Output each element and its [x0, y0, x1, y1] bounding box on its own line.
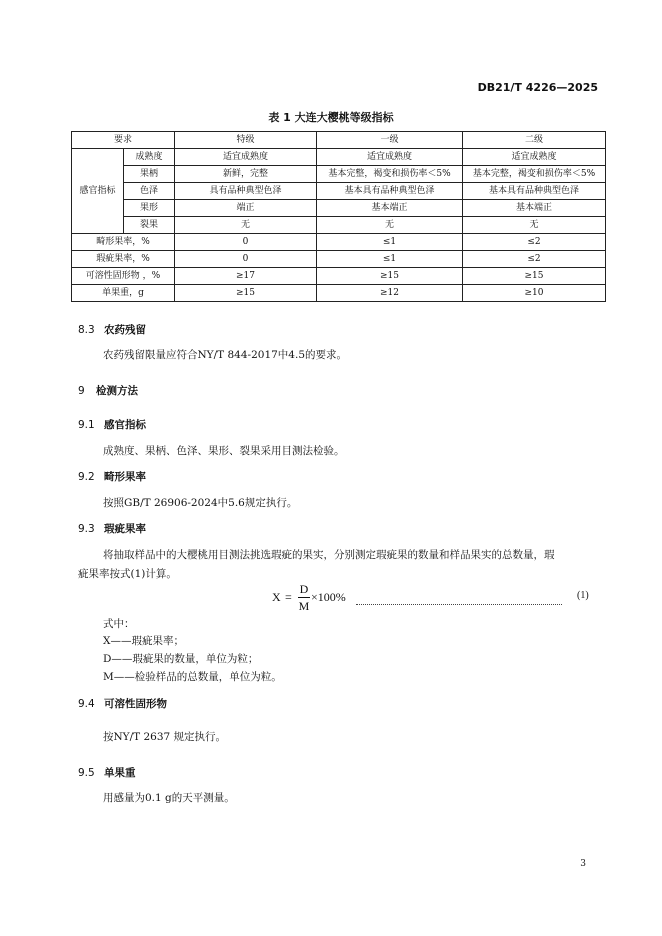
- paragraph: 用感量为0.1 g的天平测量。: [103, 792, 235, 804]
- formula-multiplier: ×100%: [311, 590, 346, 604]
- section-heading-9-2: [78, 469, 146, 484]
- table-cell: ≥15: [463, 268, 606, 285]
- table-cell: ≥12: [317, 285, 463, 302]
- section-title: 检测方法: [96, 385, 138, 397]
- row-label-cell: 成熟度: [124, 149, 175, 166]
- table-cell: ≥10: [463, 285, 606, 302]
- section-number: 8.3: [78, 324, 95, 336]
- formula-numerator: D: [299, 582, 309, 596]
- section-title: 畸形果率: [104, 471, 146, 483]
- table-cell: 基本端正: [317, 200, 463, 217]
- table-row: [72, 251, 606, 268]
- fraction-bar: [298, 597, 310, 598]
- section-number: 9.1: [78, 419, 95, 431]
- table-cell: 适宜成熟度: [317, 149, 463, 166]
- section-number: 9.5: [78, 767, 95, 779]
- section-number: 9.4: [78, 698, 95, 710]
- table-cell: 基本端正: [463, 200, 606, 217]
- paragraph-line: 将抽取样品中的大樱桃用目测法挑选瑕疵的果实，分别测定瑕疵果的数量和样品果实的总数量，瑕: [103, 549, 555, 561]
- row-label-cell: 色泽: [124, 183, 175, 200]
- table-cell: ≥15: [175, 285, 317, 302]
- formula-fraction: [298, 582, 310, 613]
- table-cell: 基本完整，褐变和损伤率＜5%: [463, 166, 606, 183]
- header-cell: 二级: [463, 132, 606, 149]
- row-label-cell: 果柄: [124, 166, 175, 183]
- header-cell: 一级: [317, 132, 463, 149]
- row-label-cell: 果形: [124, 200, 175, 217]
- table-cell: ≤2: [463, 234, 606, 251]
- section-heading-9-5: [78, 765, 136, 780]
- section-title: 单果重: [104, 767, 136, 779]
- table-header-row: [72, 132, 606, 149]
- table-cell: 具有品种典型色泽: [175, 183, 317, 200]
- table-row: [72, 217, 606, 234]
- table-row: [72, 200, 606, 217]
- row-label-cell: 瑕疵果率，%: [72, 251, 175, 268]
- row-label-cell: 畸形果率，%: [72, 234, 175, 251]
- table-cell: ≤1: [317, 251, 463, 268]
- equation-number: (1): [577, 590, 589, 601]
- table-cell: 适宜成熟度: [175, 149, 317, 166]
- section-title: 可溶性固形物: [104, 698, 167, 710]
- table-cell: 基本完整，褐变和损伤率＜5%: [317, 166, 463, 183]
- row-label-cell: 裂果: [124, 217, 175, 234]
- where-item: D——瑕疵果的数量，单位为粒；: [103, 653, 259, 665]
- header-cell: 要求: [72, 132, 175, 149]
- paragraph: 按NY/T 2637 规定执行。: [103, 731, 227, 743]
- document-code: DB21/T 4226—2025: [477, 81, 598, 94]
- section-heading-9-1: [78, 417, 146, 432]
- table-title: 表 1 大连大樱桃等级指标: [268, 111, 394, 124]
- table-row: [72, 149, 606, 166]
- table-cell: 无: [463, 217, 606, 234]
- table-cell: 新鲜，完整: [175, 166, 317, 183]
- table-cell: 无: [175, 217, 317, 234]
- where-item: M——检验样品的总数量，单位为粒。: [103, 671, 282, 683]
- table-cell: 适宜成熟度: [463, 149, 606, 166]
- section-number: 9.3: [78, 523, 95, 535]
- where-label: 式中：: [103, 618, 135, 630]
- table-row: [72, 166, 606, 183]
- table-cell: 基本具有品种典型色泽: [463, 183, 606, 200]
- section-number: 9.2: [78, 471, 95, 483]
- formula-equals: =: [285, 590, 292, 604]
- formula-1: [272, 582, 592, 614]
- paragraph-line: 疵果率按式(1)计算。: [78, 568, 177, 580]
- table-row: [72, 183, 606, 200]
- table-row: [72, 268, 606, 285]
- table-cell: ≥17: [175, 268, 317, 285]
- section-heading-8-3: [78, 322, 146, 337]
- paragraph: 成熟度、果柄、色泽、果形、裂果采用目测法检验。: [103, 445, 345, 457]
- dot-leader: [356, 590, 562, 605]
- row-label-cell: 单果重，g: [72, 285, 175, 302]
- table-cell: 端正: [175, 200, 317, 217]
- section-title: 感官指标: [104, 419, 146, 431]
- page-number: 3: [580, 859, 586, 869]
- section-heading-9-4: [78, 696, 167, 711]
- section-title: 瑕疵果率: [104, 523, 146, 535]
- table-cell: 0: [175, 251, 317, 268]
- header-cell: 特级: [175, 132, 317, 149]
- table-cell: 0: [175, 234, 317, 251]
- row-label-cell: 可溶性固形物 ，%: [72, 268, 175, 285]
- paragraph: 按照GB/T 26906-2024中5.6规定执行。: [103, 497, 298, 509]
- formula-lhs: X: [272, 590, 281, 604]
- table-row: [72, 285, 606, 302]
- table-cell: ≥15: [317, 268, 463, 285]
- section-heading-9-3: [78, 521, 146, 536]
- paragraph: 农药残留限量应符合NY/T 844-2017中4.5的要求。: [103, 349, 348, 361]
- table-cell: 基本具有品种典型色泽: [317, 183, 463, 200]
- table-cell: 无: [317, 217, 463, 234]
- group-label-cell: 感官指标: [72, 149, 124, 234]
- table-row: [72, 234, 606, 251]
- section-title: 农药残留: [104, 324, 146, 336]
- section-heading-9: [78, 383, 138, 398]
- grade-table: [71, 131, 606, 302]
- table-cell: ≤2: [463, 251, 606, 268]
- formula-denominator: M: [298, 599, 310, 613]
- section-number: 9: [78, 385, 85, 397]
- table-cell: ≤1: [317, 234, 463, 251]
- where-item: X——瑕疵果率；: [103, 635, 184, 647]
